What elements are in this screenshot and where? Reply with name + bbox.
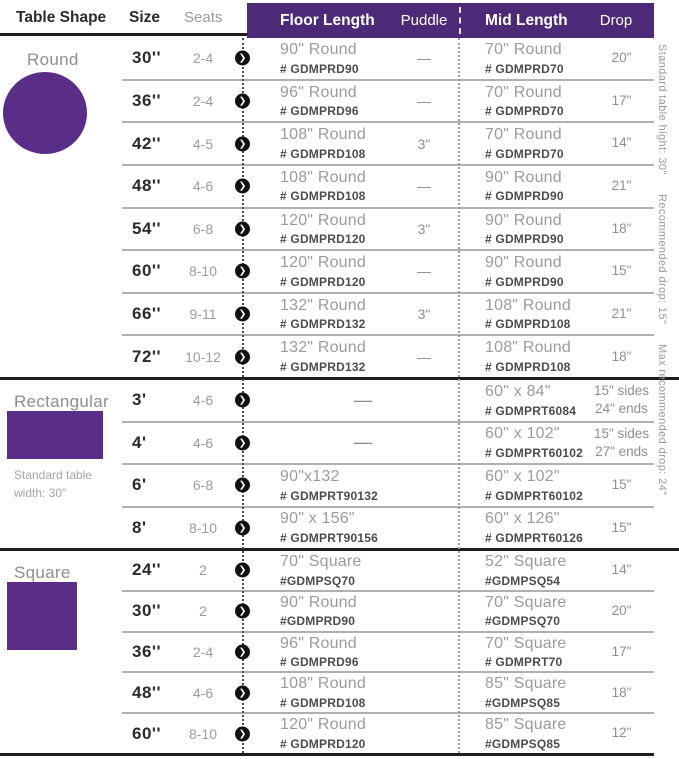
floor-length-code: # GDMPRD108 [280, 189, 366, 204]
floor-length-code: #GDMPRD90 [280, 614, 356, 629]
floor-length-code: # GDMPRD132 [280, 317, 366, 332]
mid-length-name: 70" Square [485, 593, 567, 611]
floor-length-code: # GDMPRD108 [280, 696, 366, 711]
drop-cell: 18" [611, 220, 632, 236]
mid-length-code: # GDMPRD90 [485, 189, 564, 204]
table-row [122, 671, 654, 712]
floor-length-name: 90"x132 [280, 467, 340, 485]
table-row [122, 551, 654, 590]
arrow-icon: ❯ [235, 51, 250, 66]
drop-cell: 14" [611, 562, 632, 578]
mid-length-cell [458, 297, 590, 332]
floor-length-code: # GDMPRT90156 [280, 531, 378, 546]
table-row [122, 590, 654, 631]
shape-column [0, 551, 122, 753]
section-square [0, 548, 679, 753]
header-size: Size [129, 9, 161, 26]
mid-length-name: 90" Round [485, 168, 562, 186]
header-floor-length: Floor Length [280, 12, 375, 29]
floor-length-code: # GDMPRD120 [280, 274, 366, 289]
seats-cell: 4-6 [192, 684, 214, 701]
table-row [122, 121, 654, 164]
floor-length-name: 108" Round [280, 675, 366, 693]
floor-length-cell [228, 126, 390, 161]
mid-length-cell [458, 254, 590, 289]
mid-length-cell [458, 212, 590, 247]
table-row [122, 380, 654, 421]
puddle-cell: 3" [417, 135, 431, 152]
table-row [122, 207, 654, 250]
floor-length-name: 120" Round [280, 211, 366, 229]
mid-length-name: 70" Square [485, 634, 567, 652]
header-table-shape: Table Shape [16, 9, 107, 26]
arrow-icon: ❯ [235, 644, 250, 659]
seats-cell: 2 [199, 603, 207, 620]
mid-length-cell [458, 553, 590, 588]
circle-shape [3, 72, 87, 154]
section-rectangular [0, 377, 679, 548]
seats-cell: 8-10 [188, 725, 218, 742]
size-cell: 72'' [132, 346, 161, 366]
mid-length-name: 108" Round [485, 339, 571, 357]
mid-length-name: 85" Square [485, 675, 567, 693]
size-cell: 30'' [132, 601, 161, 621]
size-cell: 24'' [132, 560, 161, 580]
seats-cell: 4-6 [192, 434, 214, 451]
floor-length-cell [228, 254, 390, 289]
table-row [122, 463, 654, 506]
floor-length-name: 108" Round [280, 168, 366, 186]
mid-length-code: # GDMPRT6084 [485, 403, 577, 418]
floor-length-code: # GDMPRD96 [280, 655, 359, 670]
drop-cell: 15" [611, 519, 632, 535]
shape-label: Square [14, 563, 71, 582]
size-cell: 36'' [132, 90, 161, 110]
chart-header [0, 0, 679, 38]
mid-length-name: 52" Square [485, 553, 567, 571]
drop-cell: 18" [611, 684, 632, 700]
header-seats: Seats [184, 9, 223, 26]
mid-length-name: 108" Round [485, 296, 571, 314]
floor-length-cell [228, 169, 390, 204]
mid-length-code: #GDMPSQ70 [485, 614, 561, 629]
table-row [122, 292, 654, 335]
seats-cell: 4-6 [192, 178, 214, 195]
floor-length-code: # GDMPRD90 [280, 61, 359, 76]
arrow-icon: ❯ [235, 685, 250, 700]
floor-length-code: # GDMPRD120 [280, 736, 366, 751]
table-row [122, 79, 654, 122]
seats-cell: 6-8 [192, 477, 214, 494]
mid-length-cell [458, 675, 590, 710]
floor-length-dash: — [354, 432, 372, 453]
mid-length-name: 70" Round [485, 41, 562, 59]
mid-length-code: # GDMPRD70 [485, 146, 564, 161]
table-row [122, 249, 654, 292]
mid-length-cell [458, 425, 590, 460]
rect-shape [7, 411, 103, 459]
floor-length-cell [228, 468, 390, 503]
puddle-cell: — [417, 50, 431, 67]
puddle-cell: 3" [417, 306, 431, 323]
drop-cell: 15" sides 24" ends [593, 383, 650, 417]
shape-column [0, 380, 122, 548]
size-cell: 54'' [132, 218, 161, 238]
section-rows [122, 38, 654, 377]
floor-length-code: # GDMPRD96 [280, 104, 359, 119]
arrow-icon: ❯ [235, 520, 250, 535]
mid-length-name: 85" Square [485, 716, 567, 734]
floor-length-name: 70" Square [280, 553, 362, 571]
arrow-icon: ❯ [235, 136, 250, 151]
mid-length-code: # GDMPRD70 [485, 104, 564, 119]
floor-length-name: 132" Round [280, 339, 366, 357]
floor-length-code: #GDMPSQ70 [280, 573, 356, 588]
floor-length-code: # GDMPRD108 [280, 146, 366, 161]
drop-cell: 17" [611, 92, 632, 108]
drop-cell: 21" [611, 305, 632, 321]
seats-cell: 2-4 [192, 50, 214, 67]
header-puddle: Puddle [400, 12, 448, 29]
size-cell: 60'' [132, 261, 161, 281]
arrow-icon: ❯ [235, 393, 250, 408]
mid-length-code: #GDMPSQ85 [485, 696, 561, 711]
drop-cell: 15" sides 27" ends [593, 425, 650, 459]
puddle-cell: — [417, 348, 431, 365]
mid-length-code: # GDMPRD108 [485, 317, 571, 332]
section-rows [122, 380, 654, 548]
arrow-icon: ❯ [235, 264, 250, 279]
seats-cell: 4-5 [192, 135, 214, 152]
arrow-icon: ❯ [235, 435, 250, 450]
floor-length-cell [228, 41, 390, 76]
size-cell: 48'' [132, 682, 161, 702]
mid-length-name: 90" Round [485, 211, 562, 229]
floor-length-cell [228, 297, 390, 332]
side-note-max-drop: Max recommended drop: 24" [656, 343, 668, 496]
size-cell: 66'' [132, 304, 161, 324]
arrow-icon: ❯ [235, 726, 250, 741]
size-cell: 42'' [132, 133, 161, 153]
size-cell: 6' [132, 475, 147, 495]
floor-length-name: 90" Round [280, 593, 357, 611]
floor-length-cell [228, 635, 390, 670]
puddle-cell: 3" [417, 220, 431, 237]
mid-length-name: 60" x 102" [485, 425, 560, 443]
mid-length-cell [458, 84, 590, 119]
mid-length-cell [458, 510, 590, 545]
seats-cell: 2 [199, 562, 207, 579]
size-cell: 60'' [132, 723, 161, 743]
side-note-standard-height: Standard table hight: 30" [656, 44, 668, 175]
floor-length-name: 96" Round [280, 634, 357, 652]
mid-length-code: # GDMPRT70 [485, 655, 563, 670]
bottom-rule [0, 753, 654, 756]
seats-cell: 2-4 [192, 92, 214, 109]
table-row [122, 164, 654, 207]
shape-label: Rectangular [14, 392, 109, 411]
seats-cell: 9-11 [189, 306, 217, 323]
floor-length-cell [228, 675, 390, 710]
mid-length-name: 60" x 84" [485, 382, 551, 400]
floor-length-code: # GDMPRD132 [280, 359, 366, 374]
mid-length-cell [458, 468, 590, 503]
floor-length-name: 90" Round [280, 41, 357, 59]
puddle-cell: — [417, 178, 431, 195]
puddle-cell: — [417, 92, 431, 109]
size-cell: 8' [132, 517, 147, 537]
mid-length-cell [458, 383, 590, 418]
floor-length-cell [228, 594, 390, 629]
floor-length-cell [228, 84, 390, 119]
arrow-icon: ❯ [235, 478, 250, 493]
mid-length-name: 60" x 126" [485, 510, 560, 528]
size-cell: 30'' [132, 48, 161, 68]
mid-length-code: # GDMPRD90 [485, 274, 564, 289]
drop-cell: 20" [611, 603, 632, 619]
size-cell: 3' [132, 390, 147, 410]
mid-length-name: 70" Round [485, 126, 562, 144]
floor-length-name: 132" Round [280, 296, 366, 314]
mid-length-code: # GDMPRT60102 [485, 446, 583, 461]
purple-header-band [247, 3, 654, 38]
drop-cell: 14" [611, 135, 632, 151]
mid-length-code: #GDMPSQ85 [485, 736, 561, 751]
floor-length-name: 96" Round [280, 83, 357, 101]
header-underline [0, 33, 247, 36]
floor-length-cell [228, 553, 390, 588]
mid-length-code: # GDMPRT60126 [485, 531, 583, 546]
table-row [122, 712, 654, 753]
seats-cell: 10-12 [185, 348, 221, 365]
mid-length-code: #GDMPSQ54 [485, 573, 561, 588]
floor-length-code: # GDMPRD120 [280, 232, 366, 247]
section-rows [122, 551, 654, 753]
chart-body [0, 38, 679, 753]
side-note-recommended-drop: Recommended drop: 15" [656, 194, 668, 325]
table-row [122, 631, 654, 672]
shape-label: Round [27, 50, 79, 69]
size-cell: 48'' [132, 176, 161, 196]
arrow-icon: ❯ [235, 179, 250, 194]
floor-length-name: 120" Round [280, 716, 366, 734]
arrow-icon: ❯ [235, 563, 250, 578]
floor-length-dash: — [354, 389, 372, 410]
drop-cell: 15" [611, 477, 632, 493]
section-round [0, 38, 679, 377]
shape-note: Standard table width: 30" [14, 468, 93, 500]
arrow-icon: ❯ [235, 221, 250, 236]
table-row [122, 506, 654, 549]
drop-cell: 15" [611, 263, 632, 279]
puddle-cell: — [417, 263, 431, 280]
mid-length-cell [458, 594, 590, 629]
table-row [122, 334, 654, 377]
floor-length-name: 108" Round [280, 126, 366, 144]
floor-length-cell [228, 339, 390, 374]
size-cell: 4' [132, 432, 147, 452]
floor-length-name: 120" Round [280, 254, 366, 272]
size-cell: 36'' [132, 641, 161, 661]
shape-column [0, 38, 122, 377]
mid-length-cell [458, 41, 590, 76]
table-row [122, 38, 654, 79]
header-mid-length: Mid Length [485, 12, 568, 29]
header-drop: Drop [599, 12, 633, 29]
floor-length-name: 90" x 156" [280, 510, 355, 528]
table-row [122, 421, 654, 464]
drop-cell: 12" [611, 725, 632, 741]
seats-cell: 8-10 [188, 263, 218, 280]
mid-length-cell [458, 126, 590, 161]
square-shape [7, 582, 77, 650]
seats-cell: 4-6 [192, 392, 214, 409]
arrow-icon: ❯ [235, 307, 250, 322]
header-dashed-divider [459, 7, 461, 34]
seats-cell: 8-10 [188, 519, 218, 536]
drop-cell: 17" [611, 643, 632, 659]
mid-length-cell [458, 635, 590, 670]
floor-length-cell [228, 716, 390, 751]
arrow-icon: ❯ [235, 349, 250, 364]
mid-length-cell [458, 339, 590, 374]
mid-length-cell [458, 169, 590, 204]
floor-length-cell [228, 212, 390, 247]
mid-length-cell [458, 716, 590, 751]
seats-cell: 6-8 [192, 220, 214, 237]
mid-length-name: 60" x 102" [485, 467, 560, 485]
floor-length-code: # GDMPRT90132 [280, 488, 378, 503]
floor-length-cell [228, 510, 390, 545]
arrow-icon: ❯ [235, 604, 250, 619]
drop-cell: 20" [611, 50, 632, 66]
arrow-icon: ❯ [235, 93, 250, 108]
side-notes [656, 44, 668, 511]
mid-length-code: # GDMPRD70 [485, 61, 564, 76]
mid-length-code: # GDMPRD90 [485, 232, 564, 247]
mid-length-code: # GDMPRD108 [485, 359, 571, 374]
drop-cell: 18" [611, 348, 632, 364]
drop-cell: 21" [611, 178, 632, 194]
mid-length-name: 70" Round [485, 83, 562, 101]
dotted-divider-puddle-mid [458, 38, 460, 753]
mid-length-name: 90" Round [485, 254, 562, 272]
seats-cell: 2-4 [192, 643, 214, 660]
mid-length-code: # GDMPRT60102 [485, 488, 583, 503]
